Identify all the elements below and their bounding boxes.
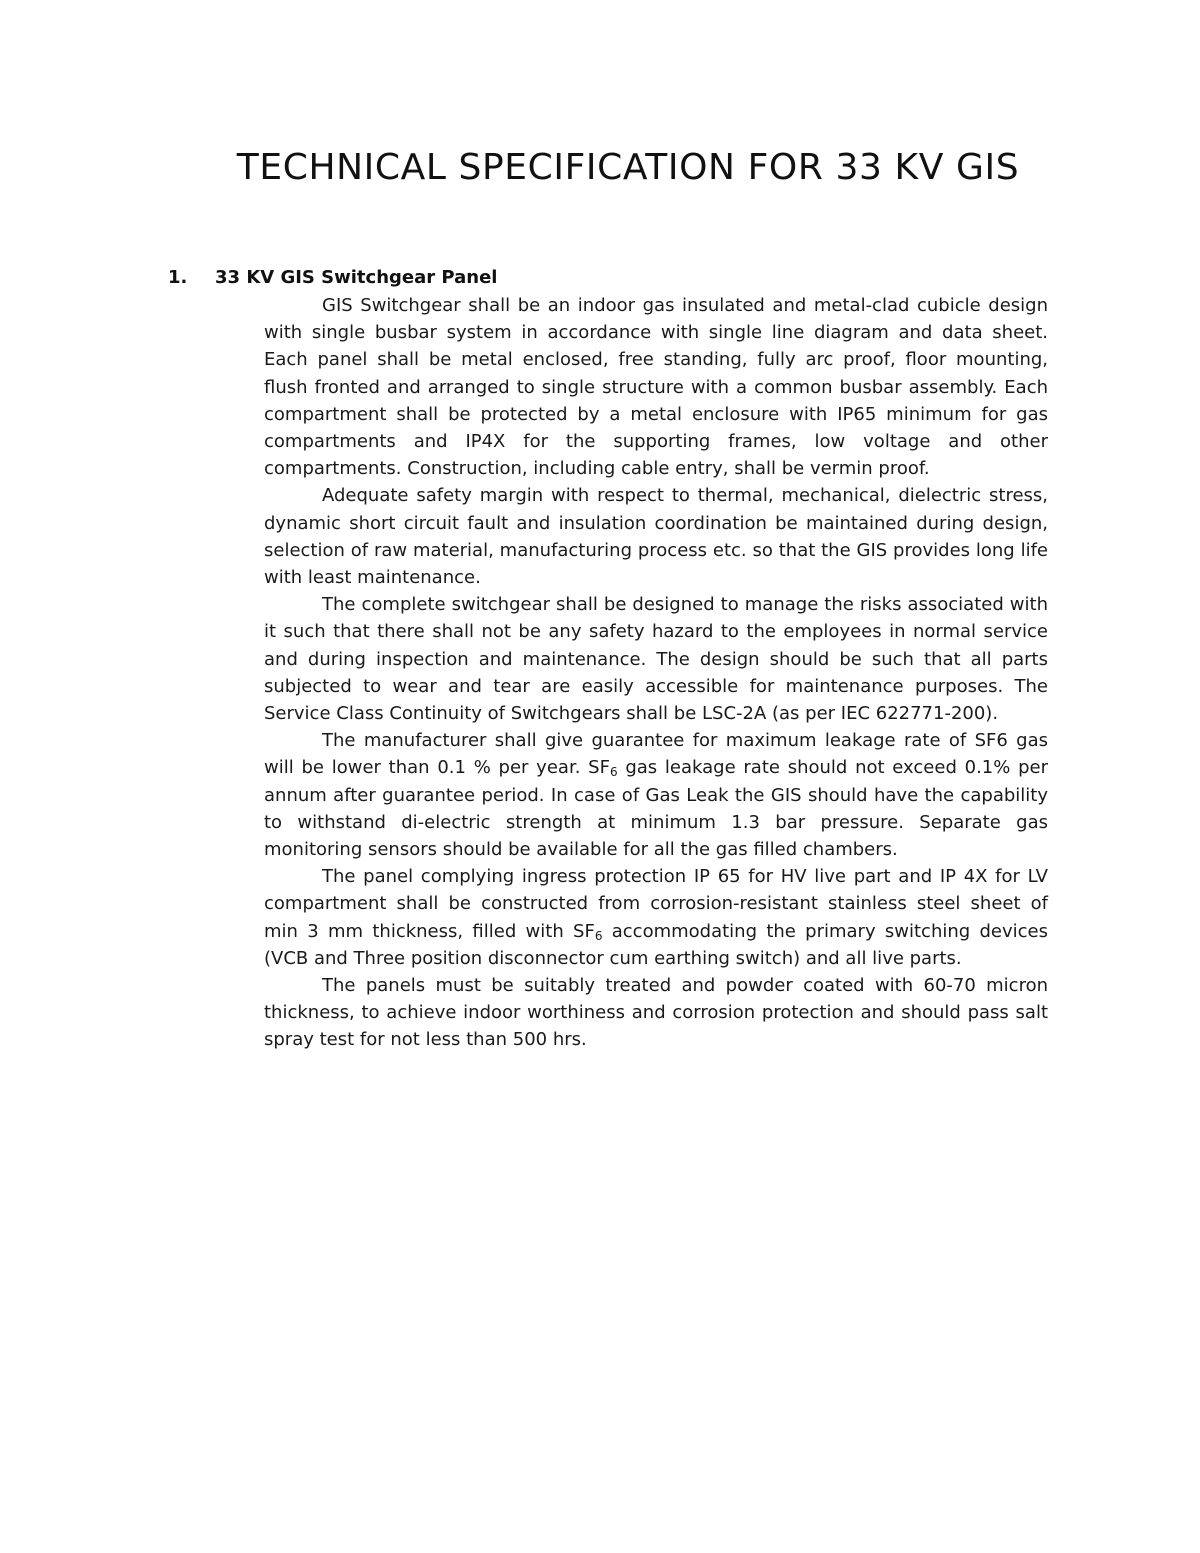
paragraph-risk-management: The complete switchgear shall be designed to manage the risks associated with it such that there shall not be any safety hazard to the employees in normal service and during inspection and maintenance. The design should be such that all parts subjected to wear and tear are easily accessible for maintenance purposes. The Service Class Continuity of Switchgears shall be LSC-2A (as per IEC 622771-200). bbox=[264, 594, 1048, 725]
sf6-subscript: 6 bbox=[609, 765, 618, 780]
section-body bbox=[264, 292, 1048, 1054]
ingress-text-part-2: accommodating the primary switching devices (VCB and Three position disconnector cum earthing switch) and all live parts. bbox=[264, 920, 1048, 969]
paragraph-gis-design: GIS Switchgear shall be an indoor gas insulated and metal-clad cubicle design with single busbar system in accordance with single line diagram and data sheet. Each panel shall be metal enclosed, free standing, fully arc proof, floor mounting, flush fronted and arranged to single structure with a common busbar assembly. Each compartment shall be protected by a metal enclosure with IP65 minimum for gas compartments and IP4X for the supporting frames, low voltage and other compartments. Construction, including cable entry, shall be vermin proof. bbox=[264, 295, 1048, 480]
section-title: 33 KV GIS Switchgear Panel bbox=[215, 267, 498, 288]
section-heading bbox=[168, 266, 497, 290]
paragraph-safety-margin: Adequate safety margin with respect to thermal, mechanical, dielectric stress, dynamic short circuit fault and insulation coordination be maintained during design, selection of raw material, manufacturing process etc. so that the GIS provides long life with least maintenance. bbox=[264, 485, 1048, 589]
section-number: 1. bbox=[168, 267, 188, 288]
paragraph-ingress-protection bbox=[264, 863, 1048, 972]
leakage-text-part-2: gas leakage rate should not exceed 0.1% per annum after guarantee period. In case of Gas Leak the GIS should have the capability to withstand di-electric strength at minimum 1.3 bar pressure. Separate gas monitoring sensors should be available for all the gas filled chambers. bbox=[264, 757, 1048, 861]
paragraph-leakage-rate bbox=[264, 727, 1048, 863]
paragraph-powder-coating: The panels must be suitably treated and powder coated with 60-70 micron thickness, to achieve indoor worthiness and corrosion protection and should pass salt spray test for not less than 500 hrs. bbox=[264, 975, 1048, 1051]
ingress-text-part-1: The panel complying ingress protection IP 65 for HV live part and IP 4X for LV compartment shall be constructed from corrosion-resistant stainless steel sheet of min 3 mm thickness, filled with SF bbox=[264, 866, 1048, 942]
sf6-subscript: 6 bbox=[594, 928, 603, 943]
document-title: TECHNICAL SPECIFICATION FOR 33 KV GIS bbox=[236, 147, 1020, 188]
leakage-text-part-1: The manufacturer shall give guarantee for maximum leakage rate of SF6 gas will be lower than 0.1 % per year. SF bbox=[264, 730, 1048, 779]
